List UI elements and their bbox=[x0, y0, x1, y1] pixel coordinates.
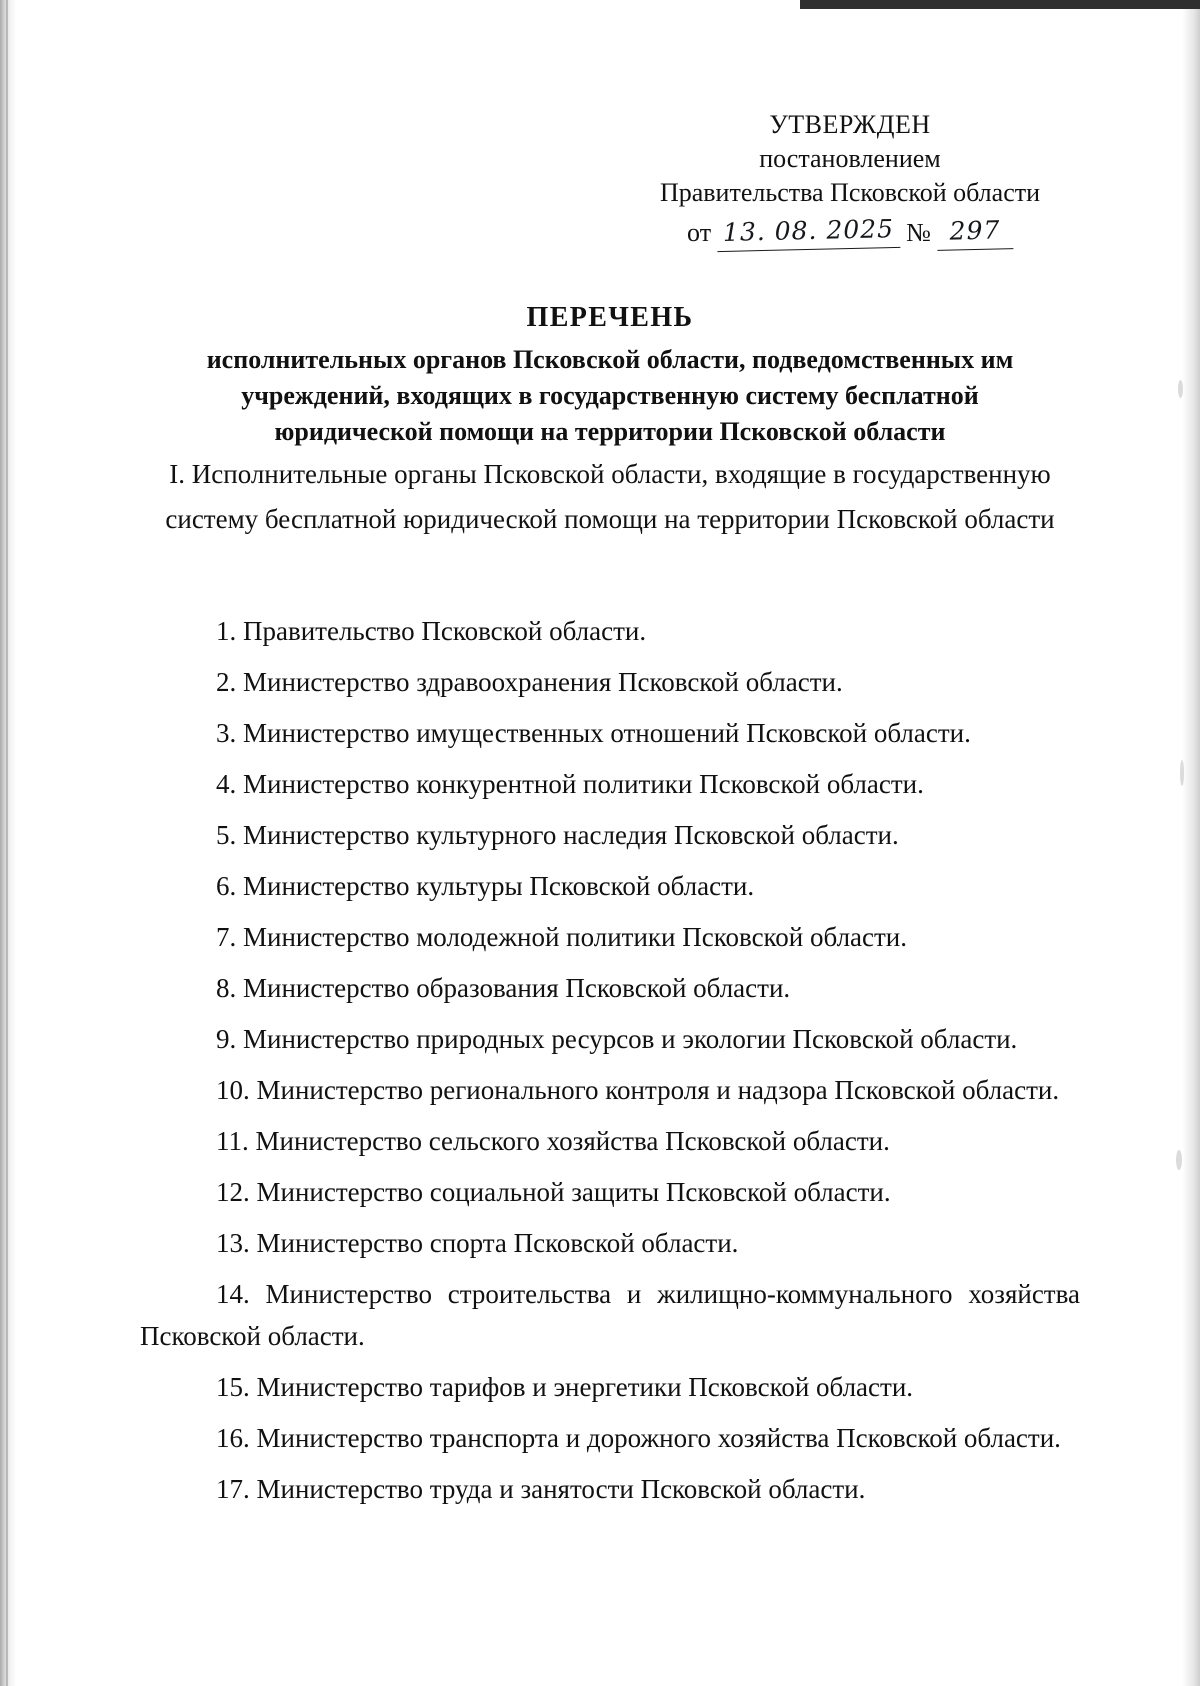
list-item: 8. Министерство образования Псковской области. bbox=[216, 973, 791, 1003]
list-item: 13. Министерство спорта Псковской области. bbox=[216, 1228, 739, 1258]
list-item: 4. Министерство конкурентной политики Псковской области. bbox=[216, 769, 924, 799]
list-item: 12. Министерство социальной защиты Псковской области. bbox=[216, 1177, 891, 1207]
date-prefix-label: от bbox=[687, 218, 712, 247]
page-title bbox=[180, 300, 1040, 450]
list-item: 6. Министерство культуры Псковской области. bbox=[216, 871, 755, 901]
list-item: 7. Министерство молодежной политики Псковской области. bbox=[216, 922, 908, 952]
approval-line-2: постановлением bbox=[759, 144, 941, 173]
list-item: 9. Министерство природных ресурсов и экологии Псковской области. bbox=[216, 1024, 1018, 1054]
list-item: 5. Министерство культурного наследия Псковской области. bbox=[216, 820, 899, 850]
document-title-main: ПЕРЕЧЕНЬ bbox=[526, 302, 694, 333]
list-item: 16. Министерство транспорта и дорожного хозяйства Псковской области. bbox=[216, 1423, 1061, 1453]
number-prefix-label: № bbox=[906, 218, 931, 247]
list-item: 10. Министерство регионального контроля и надзора Псковской области. bbox=[216, 1075, 1060, 1105]
list-item: 14. Министерство строительства и жилищно-коммунального хозяйства Псковской области. bbox=[140, 1279, 1080, 1351]
handwritten-date: 13. 08. 2025 bbox=[717, 212, 901, 252]
approval-date-row bbox=[640, 214, 1060, 250]
approval-line-3: Правительства Псковской области bbox=[659, 178, 1041, 207]
list-item: 1. Правительство Псковской области. bbox=[216, 616, 647, 646]
approval-line-1: УТВЕРЖДЕН bbox=[769, 110, 931, 139]
organization-list bbox=[140, 610, 1080, 1510]
list-item: 11. Министерство сельского хозяйства Псковской области. bbox=[216, 1126, 890, 1156]
list-item: 15. Министерство тарифов и энергетики Псковской области. bbox=[216, 1372, 914, 1402]
section-heading: I. Исполнительные органы Псковской области, входящие в государственную систему бесплатной юридической помощи на территории Псковской области bbox=[165, 459, 1055, 534]
approval-block bbox=[640, 108, 1060, 250]
list-item: 3. Министерство имущественных отношений Псковской области. bbox=[216, 718, 971, 748]
handwritten-number: 297 bbox=[937, 213, 1014, 251]
list-item: 2. Министерство здравоохранения Псковской области. bbox=[216, 667, 843, 697]
list-item: 17. Министерство труда и занятости Псковской области. bbox=[216, 1474, 866, 1504]
document-title-subtitle: исполнительных органов Псковской области, подведомственных им учреждений, входящих в государственную систему бесплатной юридической помощи на территории Псковской области bbox=[206, 345, 1014, 446]
